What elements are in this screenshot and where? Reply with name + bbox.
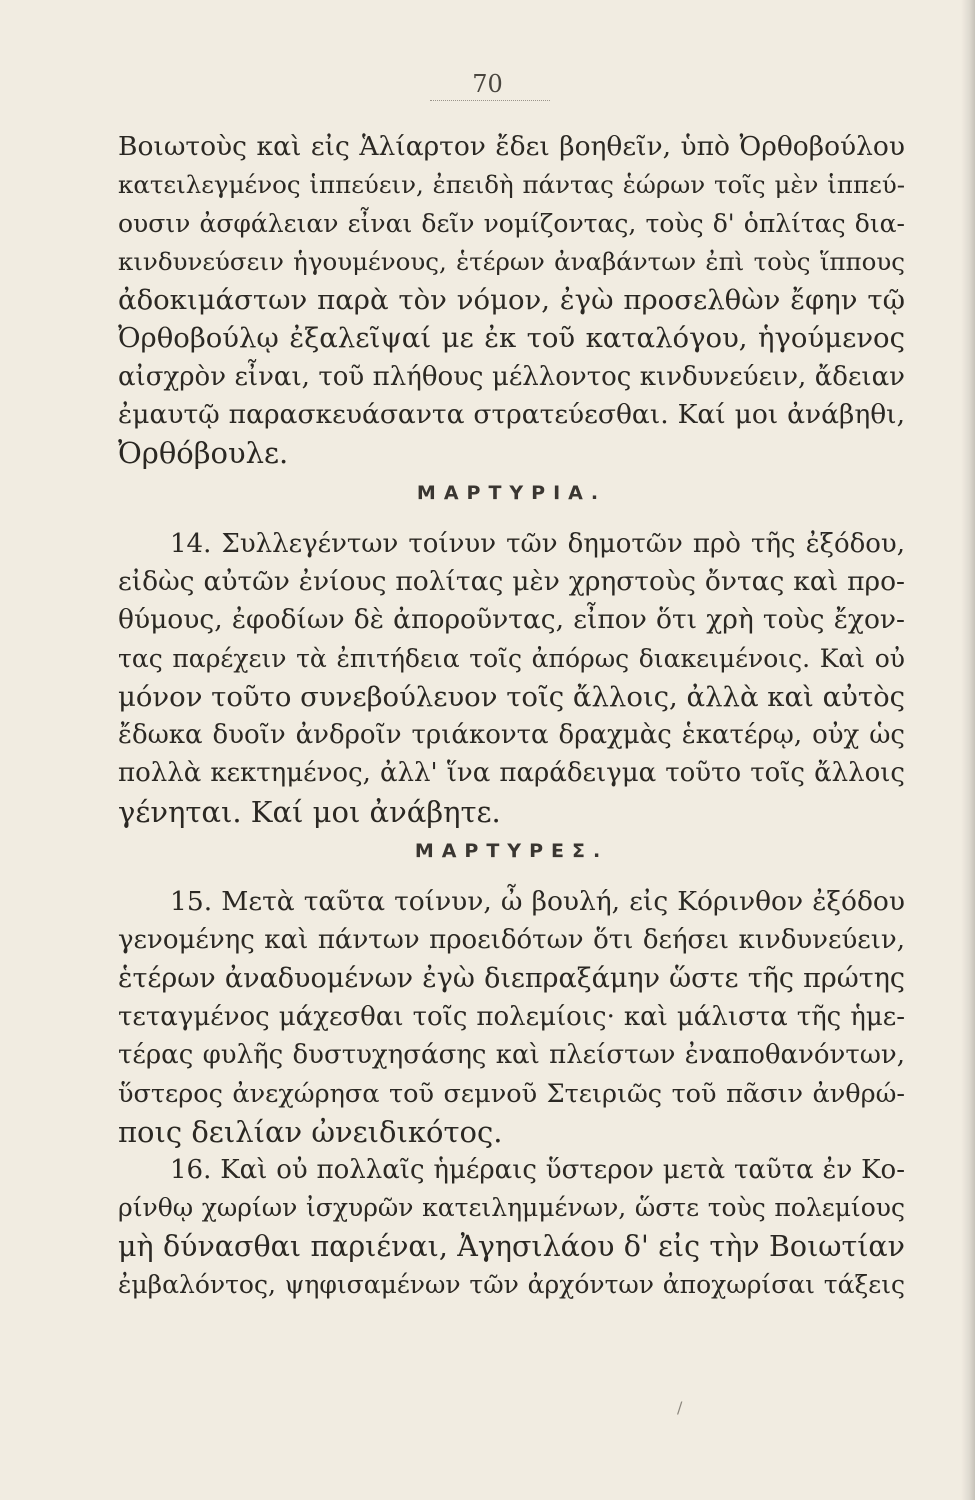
text-line: 14. Συλλεγέντων τοίνυν τῶν δημοτῶν πρὸ τῆς ἐξόδου, [170,528,905,559]
text-line: ἑτέρων ἀναδυομένων ἐγὼ διεπραξάμην ὥστε τῆς πρώτης [118,962,905,994]
text-line: ποις δειλίαν ὠνειδικότος. [118,1114,503,1149]
spacer [118,513,905,525]
text-line: μόνον τοῦτο συνεβούλευον τοῖς ἄλλοις, ἀλλὰ καὶ αὐτὸς [118,680,906,713]
spacer [118,871,905,883]
text-line: τας παρέχειν τὰ ἐπιτήδεια τοῖς ἀπόρως διακειμένοις. Καὶ οὐ [118,643,905,673]
text-line: ἔδωκα δυοῖν ἀνδροῖν τριάκοντα δραχμὰς ἑκατέρῳ, οὐχ ὡς [118,720,905,751]
page-number-rule [430,100,550,101]
page-edge-shadow [961,0,975,1500]
text-line: ἀδοκιμάστων παρὰ τὸν νόμον, ἐγὼ προσελθὼν ἔφην τῷ [118,284,905,317]
text-line: κινδυνεύσειν ἡγουμένους, ἑτέρων ἀναβάντων ἐπὶ τοὺς ἵππους [118,246,905,276]
text-body [118,128,905,1304]
text-line: Βοιωτοὺς καὶ εἰς Ἁλίαρτον ἔδει βοηθεῖν, ὑπὸ Ὀρθοβούλου [118,131,905,162]
text-line: θύμους, ἐφοδίων δὲ ἀποροῦντας, εἶπον ὅτι χρὴ τοὺς ἔχον- [118,604,905,636]
text-line: 16. Καὶ οὐ πολλαῖς ἡμέραις ὕστερον μετὰ ταῦτα ἐν Κο- [170,1155,905,1186]
text-line: Ὀρθόβουλε. [118,436,289,471]
section-heading: ΜΑΡΤΥΡΕΣ. [414,840,609,863]
text-line: εἰδὼς αὐτῶν ἐνίους πολίτας μὲν χρηστοὺς ὄντας καὶ προ- [118,565,905,597]
text-line: ὕστερος ἀνεχώρησα τοῦ σεμνοῦ Στειριῶς τοῦ πᾶσιν ἀνθρώ- [118,1078,905,1109]
text-line: πολλὰ κεκτημένος, ἀλλ' ἵνα παράδειγμα τοῦτο τοῖς ἄλλοις [118,758,905,789]
text-line: ἐμαυτῷ παρασκευάσαντα στρατεύεσθαι. Καί μοι ἀνάβηθι, [118,399,905,431]
text-line: ρίνθῳ χωρίων ἰσχυρῶν κατειλημμένων, ὥστε τοὺς πολεμίους [118,1193,905,1223]
text-line: τεταγμένος μάχεσθαι τοῖς πολεμίοις· καὶ μάλιστα τῆς ἡμε- [118,1001,905,1032]
text-line: κατειλεγμένος ἱππεύειν, ἐπειδὴ πάντας ἑώρων τοῖς μὲν ἱππεύ- [118,170,905,200]
text-line: τέρας φυλῆς δυστυχησάσης καὶ πλείστων ἐναποθανόντων, [118,1040,905,1071]
text-line: γένηται. Καί μοι ἀνάβητε. [118,794,501,829]
section-heading: ΜΑΡΤΥΡΙΑ. [416,481,607,504]
text-line: αἰσχρὸν εἶναι, τοῦ πλήθους μέλλοντος κινδυνεύειν, ἄδειαν [118,361,905,392]
text-line: Ὀρθοβούλῳ ἐξαλεῖψαί με ἐκ τοῦ καταλόγου, ἡγούμενος [118,322,905,355]
text-line: γενομένης καὶ πάντων προειδότων ὅτι δεήσει κινδυνεύειν, [118,925,905,956]
text-line: ἐμβαλόντος, ψηφισαμένων τῶν ἀρχόντων ἀποχωρίσαι τάξεις [118,1270,905,1300]
page-number: 70 [472,70,503,98]
text-line: ουσιν ἀσφάλειαν εἶναι δεῖν νομίζοντας, τοὺς δ' ὁπλίτας δια- [118,208,905,238]
footer-mark: / [677,1398,683,1417]
text-line: μὴ δύνασθαι παριέναι, Ἀγησιλάου δ' εἰς τὴν Βοιωτίαν [118,1229,905,1263]
text-line: 15. Μετὰ ταῦτα τοίνυν, ὦ βουλή, εἰς Κόρινθον ἐξόδου [170,886,905,918]
